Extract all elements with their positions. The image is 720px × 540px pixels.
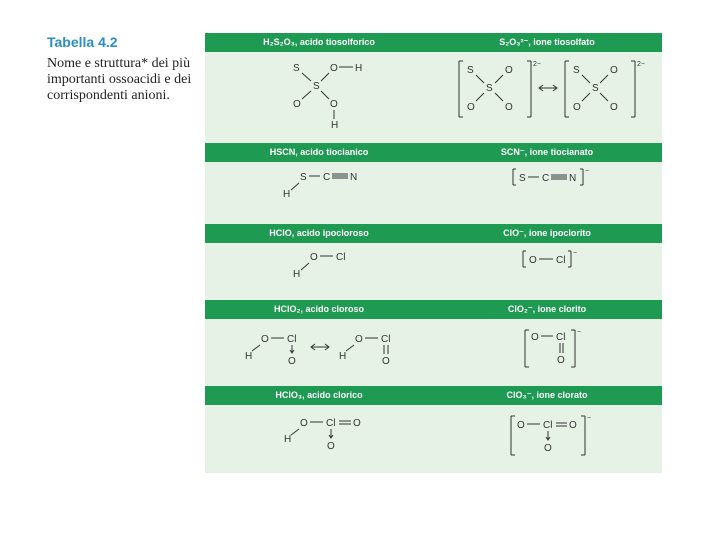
acid-name-4: HClO₂, acido cloroso [273,304,364,314]
acid-name-1: H₂S₂O₃, acido tiosolforico [263,37,375,47]
acid-name-5: HClO₃, acido clorico [275,390,363,400]
svg-text:H: H [339,351,347,362]
svg-text:O: O [327,441,335,452]
svg-text:S: S [592,83,599,94]
svg-text:O: O [310,252,318,263]
svg-text:O: O [355,334,363,345]
svg-text:S: S [300,172,307,183]
structure-hypochlorite-ion [523,250,577,267]
svg-text:N: N [569,173,577,184]
structure-chlorous-acid [245,334,390,367]
anion-name-4: ClO₂⁻, ione clorito [507,304,587,314]
svg-text:2−: 2− [637,61,645,68]
svg-text:O: O [467,102,475,113]
caption-title: Tabella 4.2 [47,34,118,50]
svg-text:S: S [293,63,300,74]
svg-text:O: O [569,420,577,431]
svg-text:O: O [293,99,301,110]
svg-text:O: O [382,356,390,367]
svg-text:O: O [531,332,539,343]
svg-text:−: − [577,329,582,336]
structure-chloric-acid [284,418,361,452]
anion-name-5: ClO₃⁻, ione clorato [506,390,588,400]
svg-text:S: S [467,65,474,76]
svg-text:S: S [486,83,493,94]
svg-text:S: S [519,173,526,184]
structure-thiosulfate-ion [459,61,645,117]
svg-text:C: C [542,173,550,184]
anion-name-3: ClO⁻, ione ipoclorito [503,228,591,238]
svg-text:O: O [573,102,581,113]
acid-name-2: HSCN, acido tiocianico [269,147,369,157]
svg-text:Cl: Cl [556,255,566,266]
svg-text:−: − [573,250,578,257]
structure-hypochlorous-acid [293,252,345,280]
table-caption [47,34,202,104]
structure-thiosulfuric-acid [293,63,362,131]
svg-text:Cl: Cl [381,334,391,345]
svg-text:H: H [293,269,301,280]
svg-text:O: O [300,418,308,429]
svg-text:H: H [331,120,339,131]
structure-thiocyanate-ion [513,168,589,185]
svg-text:Cl: Cl [556,332,566,343]
svg-text:−: − [585,168,590,175]
svg-text:O: O [529,255,537,266]
svg-text:O: O [261,334,269,345]
caption-text: Nome e struttura* dei più importanti ossoacidi e dei corrispondenti anioni. [47,56,192,103]
svg-text:O: O [330,99,338,110]
svg-text:Cl: Cl [543,420,553,431]
svg-text:C: C [323,172,331,183]
anion-name-2: SCN⁻, ione tiocianato [500,147,594,157]
svg-text:Cl: Cl [336,252,346,263]
structure-chlorate-ion [511,415,591,455]
anion-name-1: S₂O₃²⁻, ione tiosolfato [499,37,595,47]
svg-text:O: O [517,420,525,431]
structure-chlorite-ion [525,329,581,367]
svg-text:S: S [313,81,320,92]
svg-text:Cl: Cl [287,334,297,345]
svg-text:O: O [544,443,552,454]
svg-text:2−: 2− [533,61,541,68]
svg-text:N: N [350,172,358,183]
oxoacid-table [205,33,662,473]
svg-text:O: O [330,63,338,74]
svg-text:H: H [284,434,292,445]
svg-text:H: H [245,351,253,362]
svg-text:O: O [353,418,361,429]
svg-text:O: O [288,356,296,367]
svg-text:O: O [610,102,618,113]
svg-text:−: − [587,415,592,422]
svg-text:O: O [610,65,618,76]
lewis-structures [205,33,662,473]
svg-text:O: O [557,355,565,366]
svg-text:H: H [355,63,363,74]
svg-text:Cl: Cl [326,418,336,429]
structure-thiocyanic-acid [283,172,357,200]
svg-text:H: H [283,189,291,200]
svg-text:S: S [573,65,580,76]
svg-text:O: O [505,102,513,113]
acid-name-3: HClO, acido ipocloroso [269,228,369,238]
svg-text:O: O [505,65,513,76]
